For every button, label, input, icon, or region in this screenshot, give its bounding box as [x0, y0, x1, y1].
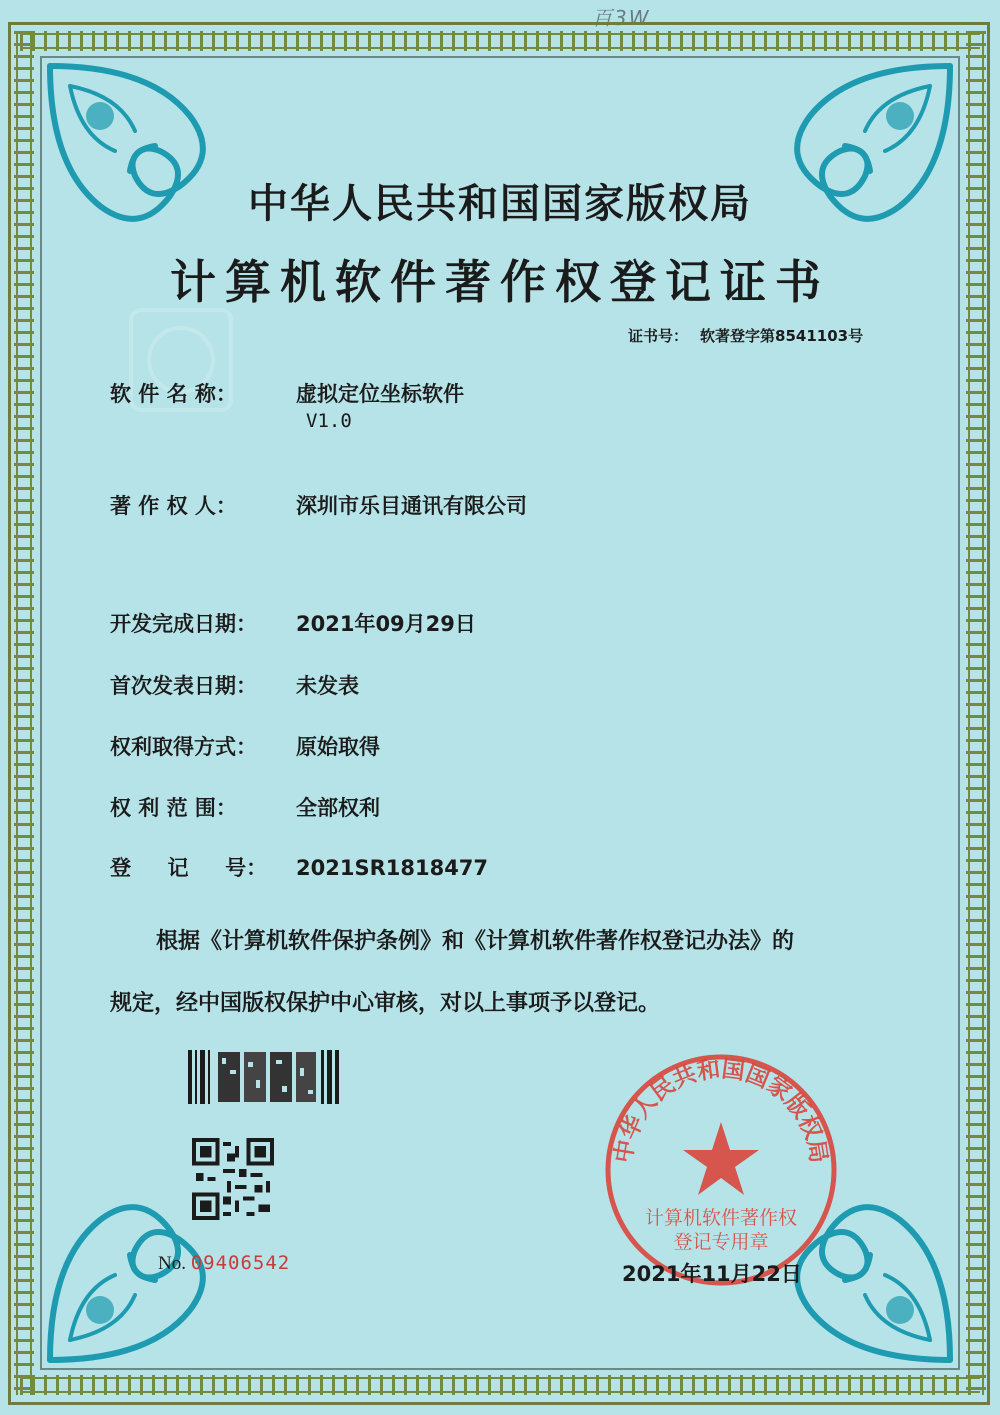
corner-ornament-top-left	[40, 56, 250, 266]
certificate-number	[628, 325, 875, 346]
field-label: 开发完成日期：	[110, 612, 257, 636]
field-label: 软 件 名 称：	[110, 382, 237, 406]
greek-key-border-top	[20, 31, 980, 51]
field-label: 权利取得方式：	[110, 735, 257, 759]
field-value: 虚拟定位坐标软件	[296, 382, 464, 406]
field-copyright-owner	[110, 490, 527, 520]
field-label: 权 利 范 围：	[110, 796, 237, 820]
qr-code	[192, 1138, 274, 1220]
certificate-title: 计算机软件著作权登记证书	[170, 255, 830, 309]
issuing-authority-title: 中华人民共和国国家版权局	[248, 181, 752, 227]
handwritten-annotation: 百3W	[592, 6, 651, 30]
field-completion-date	[110, 608, 476, 638]
field-label: 首次发表日期：	[110, 674, 257, 698]
statement-line-2: 规定，经中国版权保护中心审核，对以上事项予以登记。	[110, 991, 661, 1016]
field-version: V1.0	[306, 410, 352, 432]
serial-prefix: No.	[158, 1253, 186, 1274]
field-first-publication-date	[110, 670, 359, 700]
issue-date: 2021年11月22日	[622, 1262, 802, 1286]
greek-key-border-right	[966, 31, 986, 1395]
greek-key-border-left	[14, 31, 34, 1395]
field-acquisition-method	[110, 731, 380, 761]
seal-line-1: 计算机软件著作权	[644, 1207, 798, 1229]
field-value: 原始取得	[296, 735, 380, 759]
greek-key-border-bottom	[20, 1375, 980, 1395]
field-label: 著 作 权 人：	[110, 494, 237, 518]
field-rights-scope	[110, 792, 380, 822]
field-value: 2021SR1818477	[296, 856, 489, 880]
field-registration-number	[110, 852, 488, 882]
statement-line-1: 根据《计算机软件保护条例》和《计算机软件著作权登记办法》的	[156, 929, 795, 954]
field-value: 未发表	[296, 674, 359, 698]
field-software-name	[110, 378, 464, 432]
certificate-number-label: 证书号：	[628, 327, 689, 345]
field-value: 全部权利	[296, 796, 380, 820]
official-seal	[603, 1052, 839, 1288]
seal-line-2: 登记专用章	[673, 1231, 769, 1253]
serial-number	[158, 1252, 290, 1275]
serial-value: 09406542	[190, 1252, 291, 1274]
corner-ornament-top-right	[750, 56, 960, 266]
seal-arc-text: 中华人民共和国国家版权局	[610, 1056, 832, 1165]
star-icon	[683, 1122, 759, 1195]
barcode	[188, 1050, 340, 1104]
certificate-number-value: 软著登字第8541103号	[700, 327, 864, 345]
field-label: 登 记 号：	[110, 856, 268, 880]
field-value: 2021年09月29日	[296, 612, 476, 636]
field-value: 深圳市乐目通讯有限公司	[296, 494, 527, 518]
